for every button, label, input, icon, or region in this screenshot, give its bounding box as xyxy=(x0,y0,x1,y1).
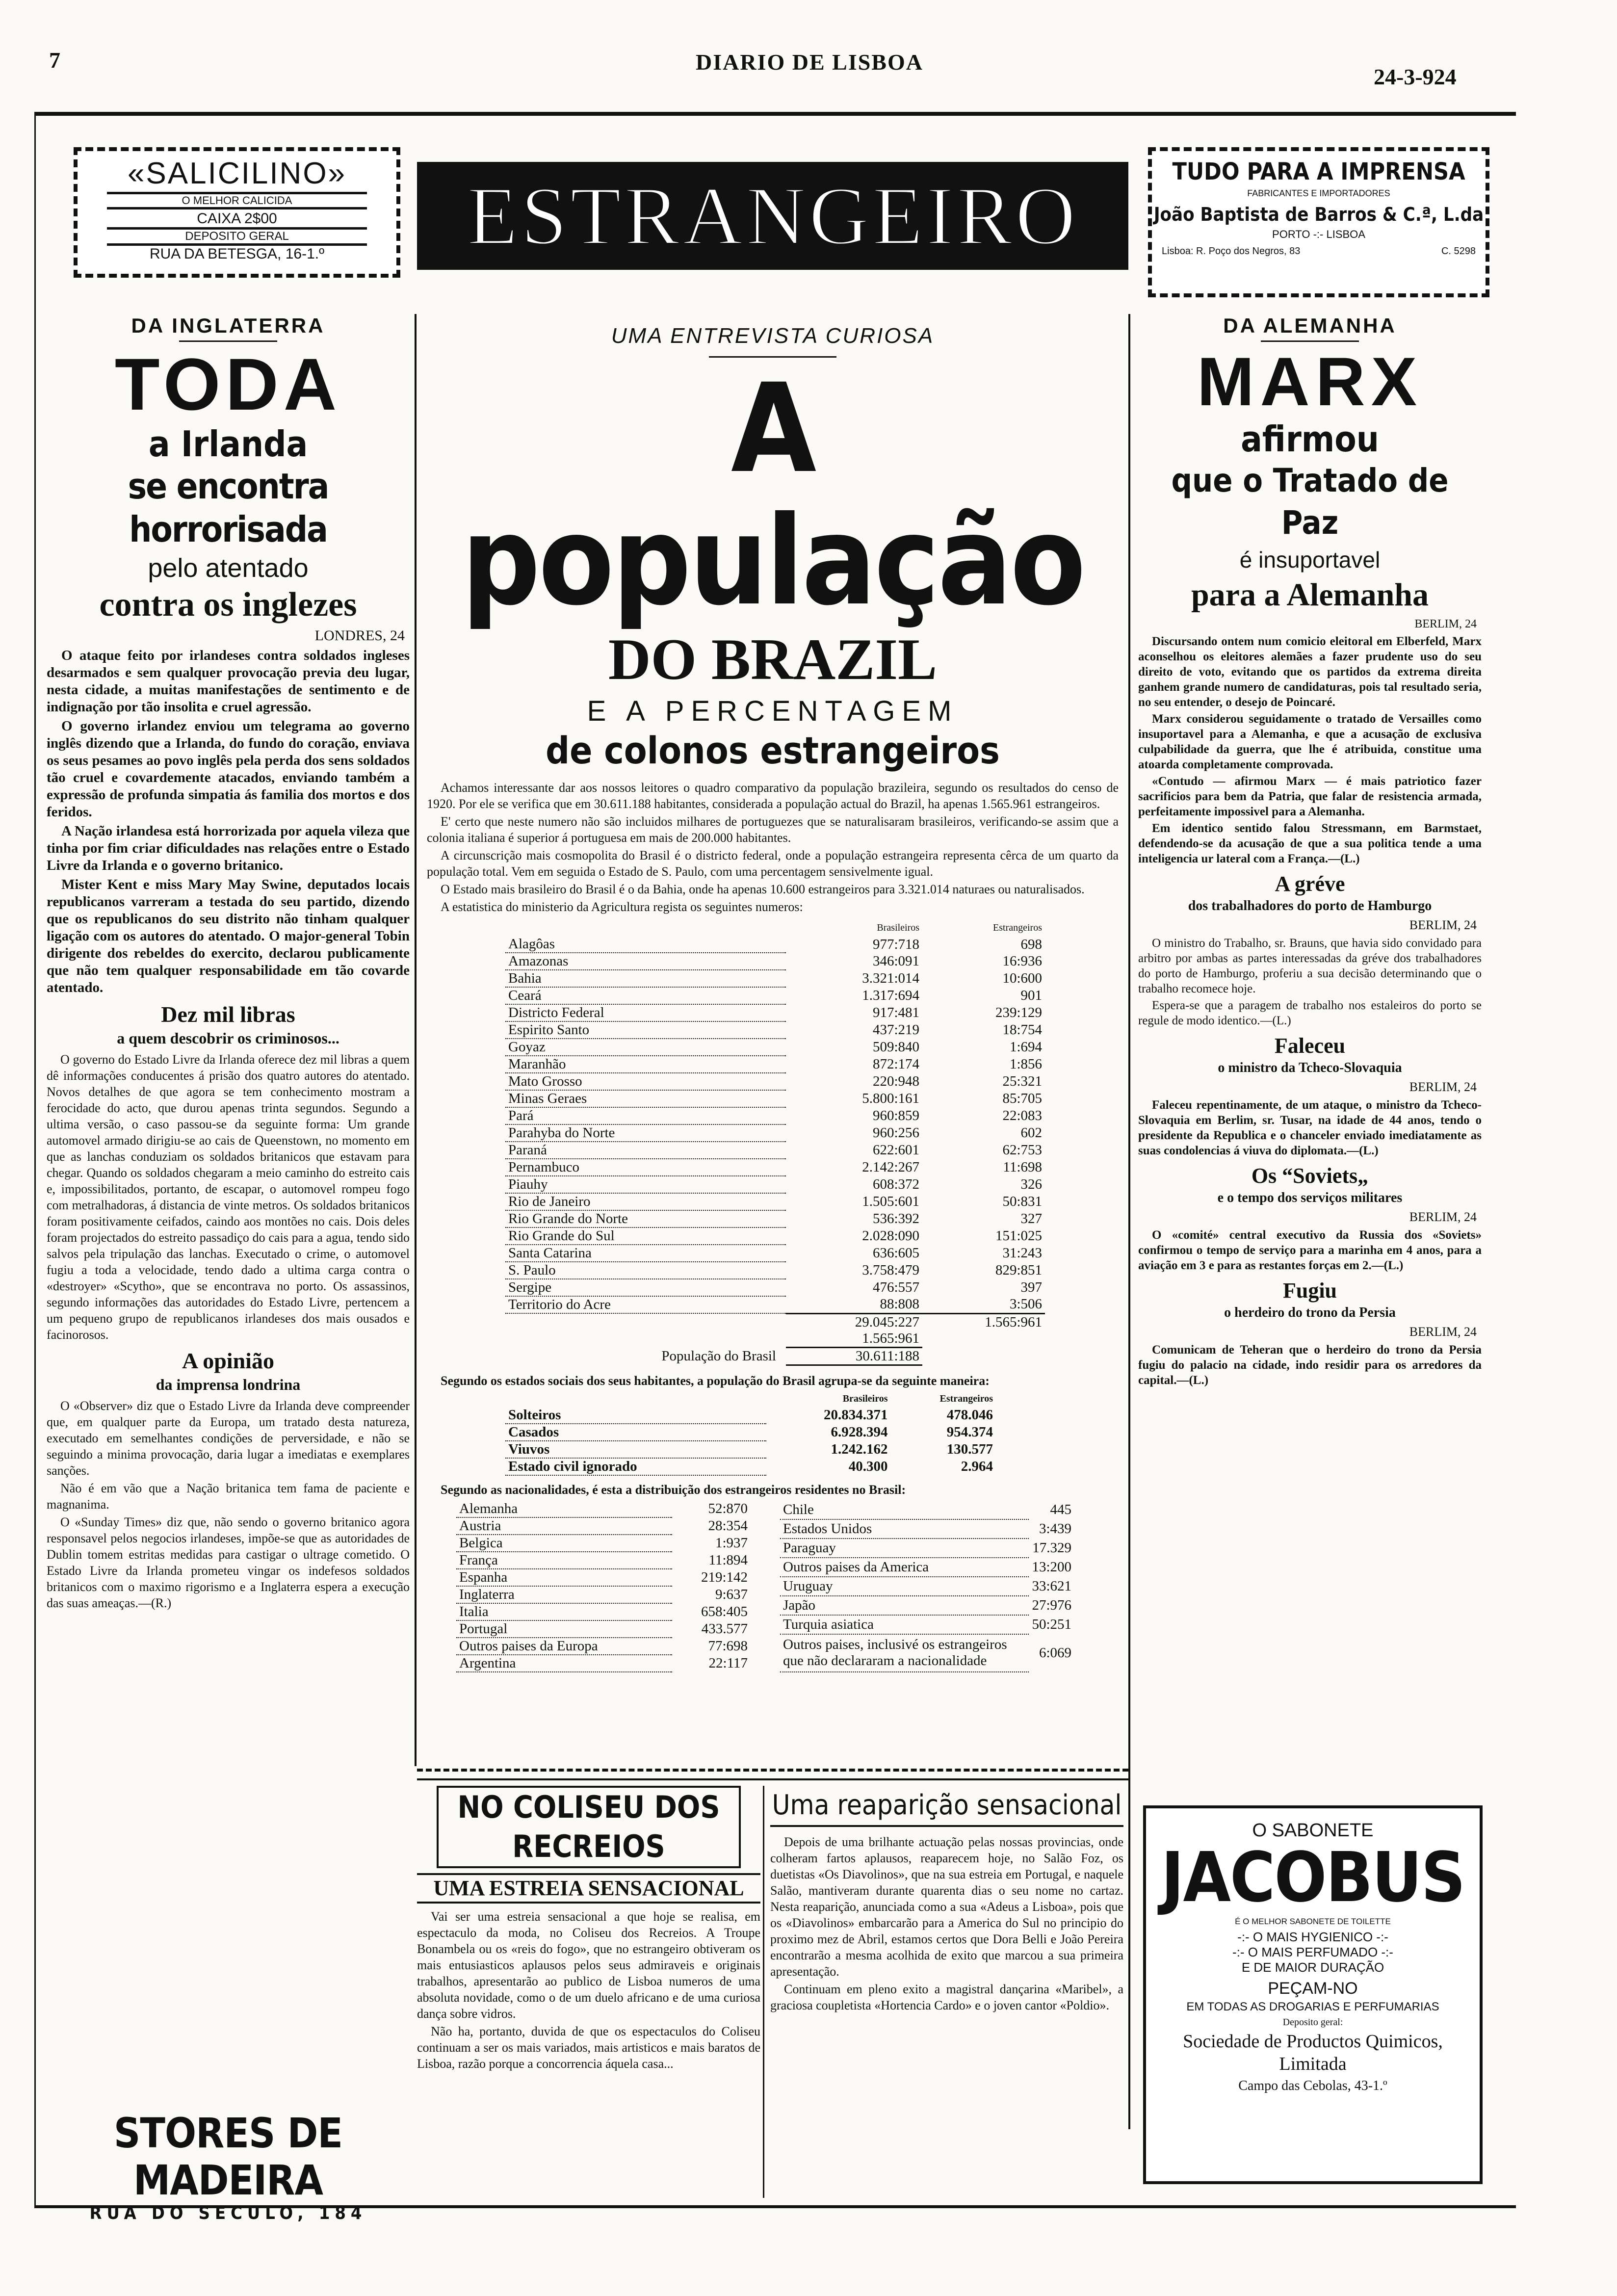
right-dateline: BERLIM, 24 xyxy=(1414,618,1477,630)
ad-jacobus-top: O SABONETE xyxy=(1252,1820,1374,1841)
ad-imprensa-company: João Baptista de Barros & C.ª, L.da xyxy=(1153,204,1484,225)
nationality-name: Outros paises, inclusivé os estrangeiros que não declararam a nacionalidade xyxy=(780,1634,1029,1671)
table-row xyxy=(505,1004,1045,1021)
center-headline-colonos: de colonos estrangeiros xyxy=(546,729,1000,772)
estrangeiros-value: 31:243 xyxy=(1002,1245,1042,1261)
left-sub2-paragraph: Não é em vão que a Nação britanica tem fama de paciente e magnanima. xyxy=(47,1481,410,1512)
right-sovietes-title: Os “Soviets„ xyxy=(1251,1164,1369,1188)
table-row xyxy=(780,1577,1074,1596)
state-name: Goyaz xyxy=(505,1039,786,1056)
nationality-value: 52:870 xyxy=(708,1501,748,1516)
nationality-name: Austria xyxy=(456,1517,672,1535)
ad-imprensa xyxy=(1148,147,1489,297)
right-fugiu-title: Fugiu xyxy=(1282,1278,1337,1303)
nationality-value: 13:200 xyxy=(1032,1559,1071,1575)
estrangeiros-value: 85:705 xyxy=(1002,1091,1042,1106)
left-headline-irlanda: a Irlanda xyxy=(148,423,308,465)
nationality-value: 28:354 xyxy=(708,1517,748,1534)
table-row xyxy=(456,1603,751,1620)
ad-salicilino-line4: RUA DA BETESGA, 16-1.º xyxy=(149,246,325,262)
right-fugiu-body xyxy=(1138,1342,1482,1388)
right-headline-tratado: que o Tratado de Paz xyxy=(1171,462,1449,542)
nationality-name: Outros paises da Europa xyxy=(456,1638,672,1655)
nationality-value: 77:698 xyxy=(708,1638,748,1654)
coliseu-body xyxy=(417,1908,760,2072)
brasileiros-value: 872:174 xyxy=(873,1056,920,1072)
reaparicao-paragraph: Depois de uma brilhante actuação pelas nossas provincias, onde colheram fartos aplausos, reaparecem hoje, no Salão Foz, os duetistas «Os Diavolinos», que na sua estreia em Portugal, e naquele Salão, mantiveram durante quarenta dias o seu nome no cartaz. Nesta reaparição, anunciada como a sua «Adeus a Lisboa», pois que os «Diavolinos» embarcarão para a America do Sul no principio do proximo mez de Abril, estamos certos que Dora Belli e João Pereira encontrarão a mesma acolhida de exito que marcou a sua primeira apresentação. xyxy=(770,1835,1123,1979)
nationality-value: 219:142 xyxy=(701,1569,748,1585)
brasileiros-value: 960:859 xyxy=(873,1108,920,1123)
estrangeiros-value: 327 xyxy=(1020,1211,1042,1226)
table-row xyxy=(780,1558,1074,1577)
left-column-rule xyxy=(415,314,417,1766)
table-row xyxy=(505,1056,1045,1073)
table-row xyxy=(456,1569,751,1586)
ad-imprensa-code: C. 5298 xyxy=(1441,246,1476,257)
state-name: Ceará xyxy=(505,987,786,1004)
state-name: Territorio do Acre xyxy=(505,1296,786,1313)
estrangeiros-value: 130.577 xyxy=(946,1441,993,1457)
ad-stores-madeira xyxy=(47,2109,410,2223)
right-greve-paragraph: Espera-se que a paragem de trabalho nos estaleiros do porto se regule de modo identico.—(L.) xyxy=(1138,999,1482,1027)
civil-table-header-brasileiros: Brasileiros xyxy=(842,1393,888,1404)
brasileiros-value: 1.505:601 xyxy=(862,1194,920,1209)
nationality-table-right xyxy=(780,1501,1074,1672)
brasileiros-value: 2.142:267 xyxy=(862,1159,920,1175)
reaparicao-paragraph: Continuam em pleno exito a magistral dançarina «Maribel», a graciosa coupletista «Hortencia Cardo» e o joven cantor «Poldio». xyxy=(770,1982,1123,2012)
table-row xyxy=(505,987,1045,1004)
brasileiros-value: 960:256 xyxy=(873,1125,920,1141)
right-greve-deck: dos trabalhadores do porto de Hamburgo xyxy=(1188,898,1432,913)
table-row xyxy=(780,1519,1074,1539)
right-greve-body xyxy=(1138,936,1482,1028)
nationality-name: Uruguay xyxy=(780,1577,1029,1596)
estrangeiros-value: 397 xyxy=(1020,1279,1042,1295)
center-column xyxy=(427,324,1119,1672)
table-row xyxy=(456,1586,751,1603)
nationality-value: 433.577 xyxy=(701,1620,748,1637)
estrangeiros-value: 25:321 xyxy=(1002,1073,1042,1089)
ad-jacobus-line1: -:- O MAIS HYGIENICO -:- xyxy=(1237,1930,1388,1944)
estrangeiros-value: 3:506 xyxy=(1009,1296,1042,1312)
center-nationality-paragraph: Segundo as nacionalidades, é esta a distribuição dos estrangeiros residentes no Brasil: xyxy=(441,1482,906,1497)
nationality-table-left xyxy=(456,1501,751,1672)
estrangeiros-value: 22:083 xyxy=(1002,1108,1042,1123)
estrangeiros-value: 11:698 xyxy=(1003,1159,1042,1175)
right-paragraph: Marx considerou seguidamente o tratado de Versailles como insuportavel para a Alemanha, e que a acusação de exclusiva culpabilidade da guerra, que lhe é atribuida, constitue uma atoarda completamente comprovada. xyxy=(1138,712,1482,771)
center-headline-brazil: DO BRAZIL xyxy=(608,626,938,692)
nationality-value: 22:117 xyxy=(708,1655,748,1671)
table-row xyxy=(505,1124,1045,1142)
state-name: Santa Catarina xyxy=(505,1245,786,1262)
left-sub1-title: Dez mil libras xyxy=(161,1002,295,1027)
ad-salicilino xyxy=(74,147,400,278)
nationality-value: 6:069 xyxy=(1039,1644,1071,1661)
state-name: Minas Geraes xyxy=(505,1090,786,1107)
table-row xyxy=(505,1142,1045,1159)
right-sovietes-paragraph: O «comité» central executivo da Russia dos «Soviets» confirmou o tempo de serviço para a marinha em 4 anos, para a aviação em 3 e para as restantes forças em 2.—(L.) xyxy=(1138,1228,1482,1272)
estrangeiros-value: 50:831 xyxy=(1002,1194,1042,1209)
state-name: Alagôas xyxy=(505,936,786,953)
estrangeiros-value: 478.046 xyxy=(946,1407,993,1423)
brasileiros-value: 3.758:479 xyxy=(862,1262,920,1278)
estrangeiros-value: 602 xyxy=(1020,1125,1042,1141)
left-sub1-paragraph: O governo do Estado Livre da Irlanda oferece dez mil libras a quem dê informações conducentes á prisão dos quatro autores do atentado. Novos detalhes de que agora se tem conhecimento mostram a ferocidade do acto, que durou apenas trinta segundos. Segundo a ultima versão, o caso passou-se da seguinte forma: Um grande automovel armado dirigiu-se ao cais de Queenstown, no momento em que as lanchas conduziam os soldados britanicos que estavam para chegar. Quando os soldados chegaram a meio caminho do estreito cais e, impossibilitados, portanto, de escapar, o automovel rompeu fogo com metralhadoras, á distancia de vinte metros. Os soldados britanicos foram positivamente ceifados, caindo aos montões no cais. Dois deles foram projectados do estreito passadiço do cais para a agua, tendo sido salvos pela tripulação das lanchas. Executado o crime, o automovel fugiu a toda a velocidade, tendo dado a ultima carga contra o «destroyer» «Scytho», que se encontrava no porto. Os assassinos, segundo informações das autoridades do Estado Livre, pertencem a um pequeno grupo de republicanos irlandeses dos mais ousados e facinorosos. xyxy=(47,1052,410,1342)
left-sub2-paragraph: O «Observer» diz que o Estado Livre da Irlanda deve compreender que, em qualquer parte da Europa, um tratado desta natureza, executado em semelhantes condições de perversidade, e não se seguindo a minima provocação, daria lugar a imediatas e exemplares sanções. xyxy=(47,1399,410,1478)
population-table xyxy=(505,920,1045,1366)
left-sub2-paragraph: O «Sunday Times» diz que, não sendo o governo britanico agora responsavel pelos negocios irlandeses, impõe-se que as autoridades de Dublin tomem estritas medidas para castigar o ultrage cometido. O Estado Livre da Irlanda prometeu vingar os indefesos soldados britanicos com o maximo rigorismo e a Inglaterra espera a execução das suas ameaças.—(R.) xyxy=(47,1515,410,1610)
right-faleceu-paragraph: Faleceu repentinamente, de um ataque, o ministro da Tcheco-Slovaquia em Berlim, sr. Tusar, na idade de 44 anos, tendo o presidente da Republica e o chanceler enviado imediatamente as suas condolencias á viuva do diplomata.—(L.) xyxy=(1138,1098,1482,1157)
right-sovietes-body xyxy=(1138,1227,1482,1273)
brasileiros-value: 220:948 xyxy=(873,1073,920,1089)
table-row xyxy=(505,1107,1045,1124)
nationality-name: Belgica xyxy=(456,1535,672,1552)
ad-imprensa-cities: PORTO -:- LISBOA xyxy=(1272,228,1365,240)
table-row xyxy=(456,1552,751,1569)
nationality-value: 9:637 xyxy=(715,1586,748,1602)
nationality-value: 1:937 xyxy=(715,1535,748,1551)
state-name: Pará xyxy=(505,1107,786,1124)
civil-status-label: Viuvos xyxy=(505,1441,766,1458)
table-row xyxy=(505,1176,1045,1193)
right-column-rule xyxy=(1128,314,1130,2129)
nationality-value: 3:439 xyxy=(1039,1520,1071,1537)
table-row xyxy=(505,1193,1045,1210)
right-faleceu-body xyxy=(1138,1097,1482,1158)
table-row xyxy=(456,1517,751,1535)
estrangeiros-value: 16:936 xyxy=(1002,953,1042,969)
left-headline-atentado: pelo atentado xyxy=(148,553,309,583)
table-row xyxy=(505,1441,996,1458)
state-name: Amazonas xyxy=(505,953,786,970)
population-total-estrangeiros: 1.565:961 xyxy=(922,1313,1045,1331)
state-name: Maranhão xyxy=(505,1056,786,1073)
state-name: S. Paulo xyxy=(505,1262,786,1279)
left-body xyxy=(47,647,410,996)
nationality-name: Paraguay xyxy=(780,1539,1029,1558)
table-row xyxy=(505,1407,996,1424)
brasileiros-value: 5.800:161 xyxy=(862,1091,920,1106)
coliseu-headline: UMA ESTREIA SENSACIONAL xyxy=(417,1873,760,1904)
estrangeiros-value: 954.374 xyxy=(946,1424,993,1440)
civil-status-label: Estado civil ignorado xyxy=(505,1458,766,1475)
table-row xyxy=(505,1262,1045,1279)
center-kicker: UMA ENTREVISTA CURIOSA xyxy=(611,324,935,348)
brasileiros-value: 536:392 xyxy=(873,1211,920,1226)
left-sub1-deck: a quem descobrir os criminosos... xyxy=(117,1029,339,1047)
civil-status-label: Solteiros xyxy=(505,1407,766,1424)
brasileiros-value: 917:481 xyxy=(873,1005,920,1020)
right-greve-dateline: BERLIM, 24 xyxy=(1409,918,1477,932)
right-sovietes-deck: e o tempo dos serviços militares xyxy=(1217,1190,1403,1205)
right-sovietes-dateline: BERLIM, 24 xyxy=(1409,1210,1477,1224)
brasileiros-value: 636:605 xyxy=(873,1245,920,1261)
table-row xyxy=(505,1227,1045,1245)
right-paragraph: Em identico sentido falou Stressmann, em Barmstaet, defendendo-se da acusação de que a sua politica tende a uma inteligencia ur lateral com a França.—(L.) xyxy=(1138,822,1482,865)
right-headline-marx: MARX xyxy=(1197,343,1423,420)
ad-stores-subtitle: RUA DO SECULO, 184 xyxy=(89,2203,367,2223)
left-headline-horrorisada: se encontra horrorisada xyxy=(128,466,329,550)
brasileiros-value: 2.028:090 xyxy=(862,1228,920,1244)
brasileiros-value: 509:840 xyxy=(873,1039,920,1055)
state-name: Bahia xyxy=(505,970,786,987)
nationality-name: Turquia asiatica xyxy=(780,1615,1029,1634)
right-paragraph: «Contudo — afirmou Marx — é mais patriotico fazer sacrificios para bem da Patria, que falar de resistencia armada, perfeitamente impossivel para a Alemanha. xyxy=(1138,775,1482,818)
right-paragraph: Discursando ontem num comicio eleitoral em Elberfeld, Marx aconselhou os eleitores alemães a fazer prudente uso do seu direito de voto, evitando que os partidos da extrema direita ganhem grande numero de candidaturas, pois tal resultado seria, no seu entender, o desejo de Poincaré. xyxy=(1138,635,1482,709)
right-faleceu-dateline: BERLIM, 24 xyxy=(1409,1080,1477,1094)
brasileiros-value: 346:091 xyxy=(873,953,920,969)
table-row xyxy=(505,1039,1045,1056)
table-row xyxy=(505,1245,1045,1262)
center-bottom-separator xyxy=(417,1769,1128,1780)
nationality-name: Inglaterra xyxy=(456,1586,672,1603)
nationality-value: 11:894 xyxy=(708,1552,748,1568)
right-faleceu-title: Faleceu xyxy=(1274,1034,1346,1058)
right-fugiu-paragraph: Comunicam de Teheran que o herdeiro do trono da Persia fugiu do palacio na cidade, indo residir para os arredores da capital.—(L.) xyxy=(1138,1343,1482,1387)
estrangeiros-value: 2.964 xyxy=(961,1458,993,1474)
ad-jacobus-line7: Sociedade de Productos Quimicos, Limitada xyxy=(1183,2031,1443,2074)
nationality-value: 658:405 xyxy=(701,1603,748,1619)
table-row xyxy=(505,936,1045,953)
page-number: 7 xyxy=(49,48,60,73)
brasileiros-value: 1.317:694 xyxy=(862,988,920,1003)
nationality-name: Alemanha xyxy=(456,1501,672,1517)
table-row xyxy=(505,1073,1045,1090)
brasileiros-value: 6.928.394 xyxy=(831,1424,888,1440)
right-greve-paragraph: O ministro do Trabalho, sr. Brauns, que havia sido convidado para arbitro por ambas as partes interessadas da gréve dos trabalhadores do porto de Hamburgo, proferiu a sua decisão determinando que o trabalho recomece hoje. xyxy=(1138,937,1482,995)
table-row xyxy=(780,1501,1074,1519)
population-repeat-estrangeiros: 1.565:961 xyxy=(786,1331,922,1348)
ad-jacobus xyxy=(1143,1805,1483,2184)
brasileiros-value: 977:718 xyxy=(873,936,920,952)
right-column xyxy=(1138,314,1482,1389)
table-row xyxy=(505,1021,1045,1039)
table-row xyxy=(505,1296,1045,1313)
coliseu-paragraph: Não ha, portanto, duvida de que os espectaculos do Coliseu continuam a ser os mais variados, mais artisticos e mais baratos de Lisboa, razão porque a concorrencia áquela casa... xyxy=(417,2024,760,2071)
estrangeiros-value: 151:025 xyxy=(995,1228,1042,1244)
population-total-label: População do Brasil xyxy=(661,1348,776,1364)
population-table-header-brasileiros: Brasileiros xyxy=(877,922,920,933)
brasileiros-value: 476:557 xyxy=(873,1279,920,1295)
table-row xyxy=(456,1535,751,1552)
right-kicker: DA ALEMANHA xyxy=(1223,314,1397,337)
issue-date: 24-3-924 xyxy=(1374,64,1457,89)
nationality-name: Estados Unidos xyxy=(780,1519,1029,1539)
left-sub2-body xyxy=(47,1398,410,1611)
state-name: Pernambuco xyxy=(505,1159,786,1176)
state-name: Rio de Janeiro xyxy=(505,1193,786,1210)
left-paragraph: Mister Kent e miss Mary May Swine, deputados locais republicanos varreram a testada do seu partido, dizendo que os republicanos do seu distrito não tinham qualquer ligação com os autores do atentado. O major-general Tobin dirigente dos rebeldes do exercito, declarou publicamente que não tem qualquer responsabilidade em tão covarde atentado. xyxy=(47,877,410,995)
center-intro-paragraph: Achamos interessante dar aos nossos leitores o quadro comparativo da população brazileira, segundo os resultados do censo de 1920. Por ele se verifica que em 30.611.188 habitantes, considerada a população actual do Brazil, ha apenas 1.565.961 estrangeiros. xyxy=(427,781,1119,811)
estrangeiros-value: 239:129 xyxy=(995,1005,1042,1020)
state-name: Parahyba do Norte xyxy=(505,1124,786,1142)
right-faleceu-deck: o ministro da Tcheco-Slovaquia xyxy=(1218,1060,1402,1075)
left-column xyxy=(47,314,410,1613)
right-headline-insuportavel: é insuportavel xyxy=(1239,547,1381,573)
estrangeiros-value: 698 xyxy=(1020,936,1042,952)
coliseu-article xyxy=(417,1786,760,2073)
right-fugiu-dateline: BERLIM, 24 xyxy=(1409,1325,1477,1339)
left-sub1-body xyxy=(47,1051,410,1343)
nationality-name: Chile xyxy=(780,1501,1029,1519)
estrangeiros-value: 326 xyxy=(1020,1176,1042,1192)
ad-salicilino-line2: CAIXA 2$00 xyxy=(107,210,367,230)
population-total-brasileiros: 29.045:227 xyxy=(786,1313,922,1331)
state-name: Mato Grosso xyxy=(505,1073,786,1090)
left-sub2-deck: da imprensa londrina xyxy=(156,1376,301,1393)
right-headline-afirmou: afirmou xyxy=(1241,418,1379,460)
center-headline-populacao: A população xyxy=(461,357,1084,632)
right-greve-title: A gréve xyxy=(1275,872,1345,896)
left-dateline: LONDRES, 24 xyxy=(314,627,405,644)
nationality-value: 33:621 xyxy=(1032,1578,1071,1594)
nationality-name: França xyxy=(456,1552,672,1569)
estrangeiros-value: 18:754 xyxy=(1002,1022,1042,1038)
nationality-name: Italia xyxy=(456,1603,672,1620)
state-name: Rio Grande do Norte xyxy=(505,1210,786,1227)
left-paragraph: A Nação irlandesa está horrorizada por aquela vileza que tinha por fim criar dificuldades nas relações entre o Estado Livre da Irlanda e o governo britanico. xyxy=(47,823,410,873)
nationality-name: Outros paises da America xyxy=(780,1558,1029,1577)
ad-jacobus-line8: Campo das Cebolas, 43-1.º xyxy=(1238,2078,1387,2093)
left-paragraph: O ataque feito por irlandeses contra soldados ingleses desarmados e sem qualquer provocação previa deu lugar, nesta cidade, a muitas manifestações de sentimento e de indignação por tão insolita e cruel agressão. xyxy=(47,648,410,715)
state-name: Districto Federal xyxy=(505,1004,786,1021)
nationality-value: 445 xyxy=(1050,1502,1071,1518)
coliseu-divider xyxy=(763,1786,764,2198)
table-row xyxy=(780,1634,1074,1671)
brasileiros-value: 1.242.162 xyxy=(831,1441,888,1457)
ad-stores-title: STORES DE MADEIRA xyxy=(113,2109,343,2204)
table-row xyxy=(780,1615,1074,1634)
nationality-value: 27:976 xyxy=(1032,1597,1071,1614)
ad-jacobus-line4: PEÇAM-NO xyxy=(1268,1979,1358,1998)
center-text-civil xyxy=(427,1373,1119,1389)
estrangeiros-value: 62:753 xyxy=(1002,1142,1042,1158)
center-text-nationality xyxy=(427,1482,1119,1498)
left-headline-toda: TODA xyxy=(114,343,342,425)
center-intro-paragraph: A circunscrição mais cosmopolita do Brasil é o districto federal, onde a população estrangeira representa cêrca de um quarto da população total. Vem em seguida o Estado de S. Paulo, com uma percentagem sensivelmente igual. xyxy=(427,848,1119,879)
table-row xyxy=(505,953,1045,970)
table-row xyxy=(505,1424,996,1441)
section-title: ESTRANGEIRO xyxy=(467,170,1079,262)
nationality-name: Japão xyxy=(780,1596,1029,1615)
center-civil-paragraph: Segundo os estados sociais dos seus habitantes, a população do Brasil agrupa-se da seguinte maneira: xyxy=(441,1373,990,1388)
table-row xyxy=(456,1620,751,1638)
center-intro xyxy=(427,780,1119,915)
table-row xyxy=(505,1279,1045,1296)
state-name: Sergipe xyxy=(505,1279,786,1296)
center-intro-paragraph: A estatistica do ministerio da Agricultura regista os seguintes numeros: xyxy=(441,900,803,914)
reaparicao-article xyxy=(770,1786,1123,2015)
nationality-name: Espanha xyxy=(456,1569,672,1586)
state-name: Piauhy xyxy=(505,1176,786,1193)
reaparicao-body xyxy=(770,1834,1123,2013)
table-row xyxy=(505,1159,1045,1176)
table-row xyxy=(780,1596,1074,1615)
ad-jacobus-brand: JACOBUS xyxy=(1161,1838,1465,1918)
left-headline-inglezes: contra os inglezes xyxy=(99,586,357,624)
nationality-name: Argentina xyxy=(456,1655,672,1672)
center-intro-paragraph: E' certo que neste numero não são incluidos milhares de portuguezes que se naturalisaram brasileiros, verificando-se assim que a colonia italiana é superior á portuguesa em mais de 200.000 habitantes. xyxy=(427,814,1119,845)
nationality-name: Portugal xyxy=(456,1620,672,1638)
civil-status-label: Casados xyxy=(505,1424,766,1441)
civil-status-table xyxy=(505,1391,996,1476)
reaparicao-headline: Uma reaparição sensacional xyxy=(770,1786,1123,1827)
page-frame-left xyxy=(34,112,36,2207)
coliseu-banner: NO COLISEU DOS RECREIOS xyxy=(437,1786,741,1868)
table-row xyxy=(505,970,1045,987)
civil-table-header-estrangeiros: Estrangeiros xyxy=(939,1393,993,1404)
table-row xyxy=(456,1501,751,1517)
left-kicker: DA INGLATERRA xyxy=(131,314,325,337)
estrangeiros-value: 829:851 xyxy=(995,1262,1042,1278)
right-body xyxy=(1138,634,1482,866)
ad-jacobus-tagline: É O MELHOR SABONETE DE TOILETTE xyxy=(1235,1917,1391,1926)
estrangeiros-value: 901 xyxy=(1020,988,1042,1003)
ad-jacobus-line2: -:- O MAIS PERFUMADO -:- xyxy=(1232,1945,1393,1959)
brasileiros-value: 622:601 xyxy=(873,1142,920,1158)
ad-imprensa-subtitle: FABRICANTES E IMPORTADORES xyxy=(1247,188,1390,198)
state-name: Rio Grande do Sul xyxy=(505,1227,786,1245)
estrangeiros-value: 1:856 xyxy=(1009,1056,1042,1072)
state-name: Paraná xyxy=(505,1142,786,1159)
table-row xyxy=(505,1210,1045,1227)
ad-jacobus-line3: E DE MAIOR DURAÇÃO xyxy=(1241,1960,1384,1975)
coliseu-paragraph: Vai ser uma estreia sensacional a que hoje se realisa, em espectaculo da moda, no Coliseu dos Recreios. A Troupe Bonambela ou os «reis do fogo», que no estrangeiro obtiveram os mais entusiasticos aplausos pelos seus admiraveis e originais trabalhos, apresentarão ao publico de Lisboa numeros de uma absoluta novidade, como o de um duelo africano e de uma curiosa dança sobre vidros. xyxy=(417,1909,760,2021)
ad-salicilino-line1: O MELHOR CALICIDA xyxy=(107,192,367,209)
brasileiros-value: 88:808 xyxy=(880,1296,920,1312)
brasileiros-value: 20.834.371 xyxy=(824,1407,888,1423)
table-row xyxy=(505,1090,1045,1107)
ad-jacobus-line6: Deposito geral: xyxy=(1282,2017,1343,2028)
newspaper-name: DIARIO DE LISBOA xyxy=(696,50,923,75)
ad-salicilino-brand: «SALICILINO» xyxy=(127,157,347,190)
table-row xyxy=(456,1655,751,1672)
state-name: Espirito Santo xyxy=(505,1021,786,1039)
right-headline-alemanha: para a Alemanha xyxy=(1191,577,1429,613)
estrangeiros-value: 1:694 xyxy=(1009,1039,1042,1055)
brasileiros-value: 3.321:014 xyxy=(862,970,920,986)
population-table-header-estrangeiros: Estrangeiros xyxy=(993,922,1042,933)
right-fugiu-deck: o herdeiro do trono da Persia xyxy=(1224,1305,1396,1320)
left-sub2-title: A opinião xyxy=(182,1348,274,1373)
brasileiros-value: 40.300 xyxy=(848,1458,888,1474)
nationality-value: 50:251 xyxy=(1032,1617,1071,1633)
estrangeiros-value: 10:600 xyxy=(1002,970,1042,986)
masthead-rule xyxy=(34,112,1516,116)
ad-imprensa-title: TUDO PARA A IMPRENSA xyxy=(1172,158,1465,185)
ad-salicilino-line3: DEPOSITO GERAL xyxy=(107,230,367,246)
brasileiros-value: 608:372 xyxy=(873,1176,920,1192)
nationality-value: 17.329 xyxy=(1032,1539,1071,1556)
ad-jacobus-line5: EM TODAS AS DROGARIAS E PERFUMARIAS xyxy=(1186,2000,1439,2013)
center-intro-paragraph: O Estado mais brasileiro do Brasil é o da Bahia, onde ha apenas 10.600 estrangeiros para 3.321.014 naturaes ou naturalisados. xyxy=(441,882,1085,896)
table-row xyxy=(456,1638,751,1655)
population-total-value: 30.611:188 xyxy=(786,1347,922,1365)
center-headline-percentagem: E A PERCENTAGEM xyxy=(587,695,959,727)
ad-imprensa-address: Lisboa: R. Poço dos Negros, 83 xyxy=(1162,246,1301,257)
table-row xyxy=(505,1458,996,1475)
left-paragraph: O governo irlandez enviou um telegrama ao governo inglês dizendo que a Irlanda, do fundo do coração, enviava os seus pesames ao povo inglês pela perda dos sens soldados tão cruel e covardemente atacados, enviando também a expressão de profunda simpatia ás familia dos mortos e dos feridos. xyxy=(47,718,410,820)
brasileiros-value: 437:219 xyxy=(873,1022,920,1038)
table-row xyxy=(780,1539,1074,1558)
